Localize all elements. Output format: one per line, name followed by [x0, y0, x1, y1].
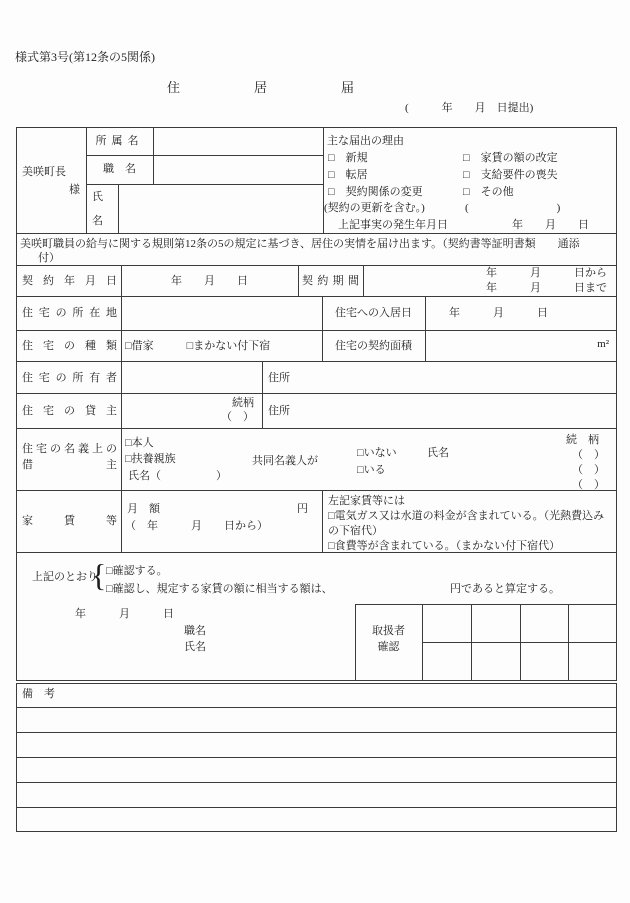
area-unit: m²: [597, 338, 609, 350]
contract-period-to: 年 月 日まで: [486, 282, 607, 294]
remarks-label: 備 考: [22, 688, 55, 700]
confirmation-name-label: 氏名: [184, 641, 206, 653]
confirmation-prefix: 上記のとおり: [32, 571, 98, 583]
checkbox-confirm: □確認する。: [106, 565, 168, 577]
contract-date-label: 契約年月日: [22, 275, 117, 287]
residence-type-checkboxes: □借家 □まかない付下宿: [125, 340, 271, 352]
owner-address-label: 住所: [268, 372, 290, 384]
position-label: 職 名: [103, 163, 136, 175]
rent-from-date-blank: （ 年 月 日から）: [125, 520, 268, 532]
brace-glyph: {: [91, 557, 107, 593]
residence-address-label: 住宅の所在地: [22, 307, 117, 319]
rent-label: 家賃等: [22, 515, 117, 527]
name-label-char1: 氏: [92, 191, 103, 203]
handler-confirm-label-line2: 確認: [377, 641, 400, 653]
checkbox-confirm-calculate: □確認し、規定する家賃の額に相当する額は、: [106, 583, 333, 595]
checkbox-other: □ その他: [463, 186, 514, 198]
checkbox-tenant-dependent: □扶養親族: [125, 453, 176, 465]
name-label-char2: 名: [92, 215, 103, 227]
confirmation-position-label: 職名: [184, 625, 206, 637]
tenant-label-line2: 借主: [22, 459, 117, 471]
affiliation-label: 所属名: [95, 135, 144, 147]
confirmation-date-blanks: 年 月 日: [75, 608, 174, 620]
co-owner-label: 共同名義人が: [252, 455, 318, 467]
lessor-label: 住宅の貸主: [22, 405, 117, 417]
relation-header: 続 柄: [566, 434, 599, 446]
checkbox-rent-change: □ 家賃の額の改定: [463, 152, 558, 164]
tenant-label-line1: 住宅の名義上の: [22, 443, 117, 455]
occurrence-date-blanks: 年 月 日: [512, 219, 589, 231]
checkbox-co-owner-exists: □いる: [357, 464, 386, 476]
checkbox-utilities-included: □電気ガス又は水道の料金が含まれている。（光熱費込み: [328, 510, 605, 522]
lessor-relation-blank: （ ）: [221, 411, 254, 423]
owner-label: 住宅の所有者: [22, 372, 117, 384]
rent-currency: 円: [297, 503, 308, 515]
checkbox-co-owner-none: □いない: [357, 447, 397, 459]
contract-renewal-note: (契約の更新を含む。): [324, 202, 425, 214]
confirm-calculate-suffix: 円であると算定する。: [450, 583, 560, 595]
contract-period-from: 年 月 日から: [486, 267, 607, 279]
checkbox-new: □ 新規: [328, 152, 368, 164]
checkbox-move: □ 転居: [328, 169, 368, 181]
checkbox-contract-change: □ 契約関係の変更: [328, 186, 423, 198]
page-title: 住居届: [167, 80, 429, 95]
checkbox-meals-included: □食費等が含まれている。（まかない付下宿代）: [328, 540, 561, 552]
other-blank-parens: ( ): [465, 202, 561, 214]
contract-date-value: 年 月 日: [171, 275, 248, 287]
movein-date-blanks: 年 月 日: [449, 307, 548, 319]
utilities-note-wrap: の下宿代）: [328, 525, 383, 537]
addressee-name: 美咲町長: [22, 166, 66, 178]
contract-period-label: 契約期間: [302, 275, 359, 287]
movein-date-label: 住宅への入居日: [335, 307, 412, 319]
reason-heading: 主な届出の理由: [327, 135, 404, 147]
relation-blank-3: （ ）: [572, 479, 605, 491]
rent-monthly-label: 月 額: [127, 503, 160, 515]
lessor-relation-label: 続柄: [232, 397, 254, 409]
handler-confirm-label-line1: 取扱者: [372, 625, 405, 637]
relation-blank-1: （ ）: [572, 449, 605, 461]
tenant-name-blank: 氏名（ ）: [128, 470, 227, 482]
lessor-address-label: 住所: [268, 405, 290, 417]
declaration-line1: 美咲町職員の給与に関する規則第12条の5の規定に基づき、居住の実情を届け出ます。（契約書等証明書類 通添: [20, 238, 580, 250]
declaration-line2: 付）: [38, 252, 60, 264]
rent-note-heading: 左記家賃等には: [328, 495, 405, 507]
co-owner-name-label: 氏名: [427, 447, 449, 459]
checkbox-loss: □ 支給要件の喪失: [463, 169, 558, 181]
checkbox-tenant-self: □本人: [125, 437, 154, 449]
residence-type-label: 住宅の種類: [22, 340, 117, 352]
relation-blank-2: （ ）: [572, 464, 605, 476]
addressee-honorific: 様: [69, 184, 80, 196]
contract-area-label: 住宅の契約面積: [335, 340, 412, 352]
submit-date-note: ( 年 月 日提出): [405, 102, 534, 114]
form-number: 様式第3号(第12条の5関係): [15, 50, 155, 64]
occurrence-date-label: 上記事実の発生年月日: [338, 219, 448, 231]
